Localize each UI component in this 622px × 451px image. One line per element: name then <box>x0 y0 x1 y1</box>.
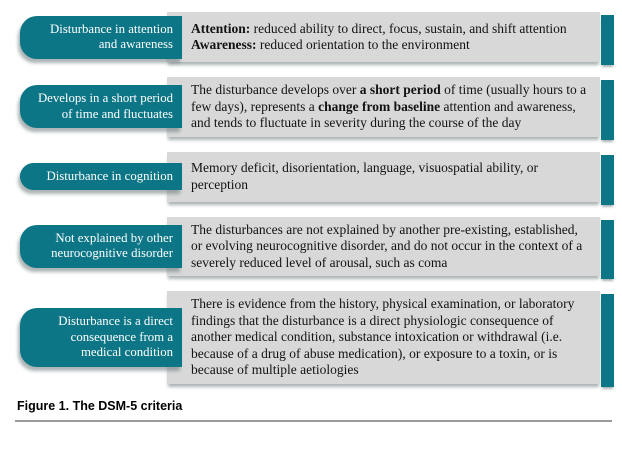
criterion-description: Attention: reduced ability to direct, focus, sustain, and shift attention Awareness: reduced orientation to the environment <box>167 12 600 62</box>
criterion-description: The disturbances are not explained by another pre-existing, established, or evolving neurocognitive disorder, and do not occur in the context of a severely reduced level of arousal, such as coma <box>167 217 600 277</box>
criterion-label: Disturbance in attention and awareness <box>20 16 182 59</box>
right-accent-bar <box>601 294 614 387</box>
criterion-description: The disturbance develops over a short period of time (usually hours to a few days), represents a change from baseline attention and awareness, and tends to fluctuate in severity during the course of the day <box>167 77 600 137</box>
right-accent-bar <box>601 15 614 65</box>
criterion-description: There is evidence from the history, physical examination, or laboratory findings that the disturbance is a direct physiologic consequence of another medical condition, substance intoxication or withdrawal (i.e. because of a drug of abuse medication), or exposure to a toxin, or is because of multiple aetiologies <box>167 291 600 384</box>
criterion-label: Disturbance is a direct consequence from a medical condition <box>20 308 182 367</box>
right-accent-bar <box>601 155 614 205</box>
criterion-label: Disturbance in cognition <box>20 163 182 191</box>
figure-caption <box>15 399 612 422</box>
criterion-row <box>20 217 614 277</box>
criterion-label: Not explained by other neurocognitive disorder <box>20 225 182 268</box>
criterion-row <box>20 291 614 384</box>
criterion-description: Memory deficit, disorientation, language, visuospatial ability, or perception <box>167 152 600 202</box>
criterion-row <box>20 12 614 62</box>
right-accent-bar <box>601 80 614 140</box>
right-accent-bar <box>601 220 614 280</box>
figure-caption-text: Figure 1. The DSM-5 criteria <box>17 398 183 413</box>
criterion-row <box>20 152 614 202</box>
criterion-row <box>20 77 614 137</box>
criterion-label: Develops in a short period of time and fluctuates <box>20 85 182 128</box>
criteria-rows <box>0 12 622 384</box>
